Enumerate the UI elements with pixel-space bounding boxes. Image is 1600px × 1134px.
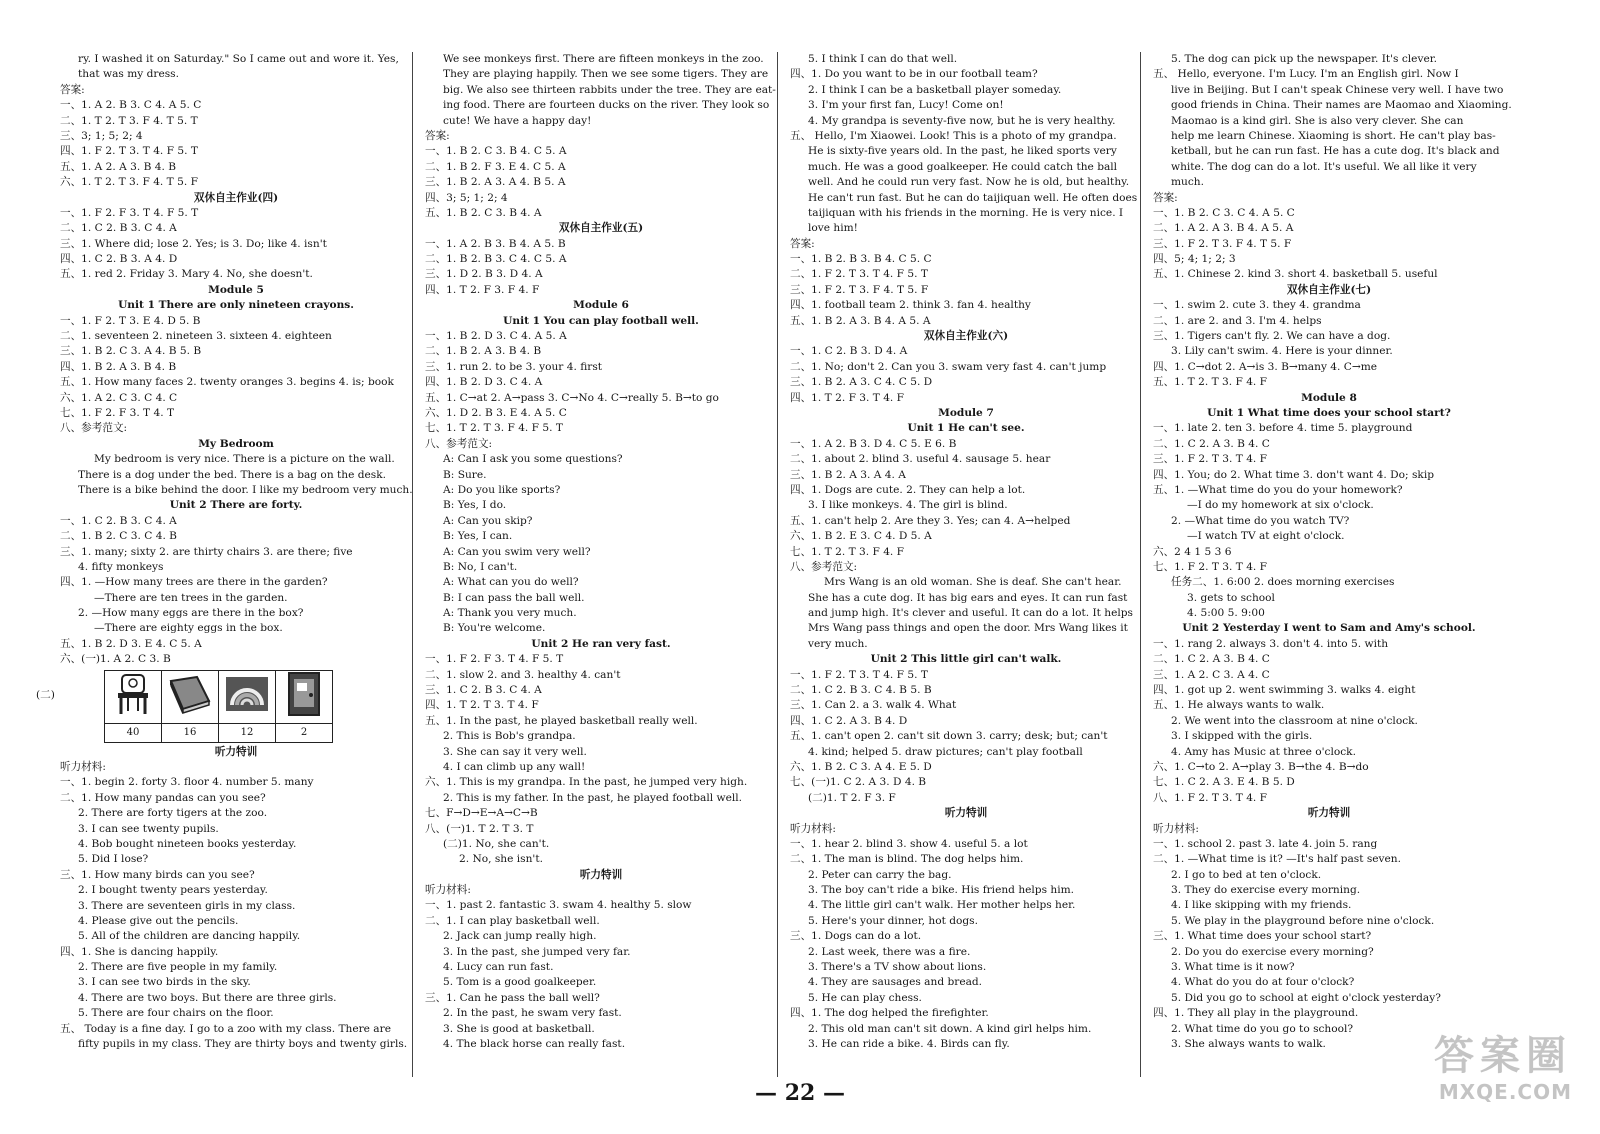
answer-line: 八、(一)1. T 2. T 3. T bbox=[425, 822, 534, 835]
table-number: 2 bbox=[276, 723, 333, 742]
answer-line: 答案: bbox=[425, 129, 450, 142]
answer-line: 八、1. F 2. T 3. T 4. F bbox=[1153, 791, 1268, 804]
answer-line: 5. He can play chess. bbox=[808, 991, 922, 1004]
section-heading: Unit 1 You can play football well. bbox=[503, 314, 699, 327]
answer-line: 三、1. D 2. B 3. D 4. A bbox=[425, 268, 543, 281]
answer-line: 4. I can climb up any wall! bbox=[443, 760, 586, 773]
answer-line: 2. We went into the classroom at nine o'clock. bbox=[1171, 714, 1418, 727]
answer-line: 一、1. F 2. F 3. T 4. F 5. T bbox=[425, 653, 564, 666]
answer-line: 3. They do exercise every morning. bbox=[1171, 884, 1361, 897]
answer-line: —I do my homework at six o'clock. bbox=[1187, 499, 1374, 512]
answer-line: 二、1. —What time is it? —It's half past seven. bbox=[1153, 853, 1401, 866]
answer-line: (二)1. No, she can't. bbox=[443, 837, 550, 850]
answer-line: 四、1. football team 2. think 3. fan 4. healthy bbox=[790, 299, 1031, 312]
column-4 bbox=[1153, 52, 1512, 1052]
answer-line: 2. What time do you go to school? bbox=[1171, 1022, 1354, 1035]
answer-line: My bedroom is very nice. There is a picture on the wall. bbox=[94, 453, 395, 466]
answer-line: 3. gets to school bbox=[1187, 591, 1275, 604]
answer-line: 五、1. Chinese 2. kind 3. short 4. basketball 5. useful bbox=[1153, 268, 1438, 281]
answer-line: 二、1. B 2. F 3. E 4. C 5. A bbox=[425, 160, 566, 173]
answer-line: 四、1. —How many trees are there in the garden? bbox=[60, 576, 328, 589]
answer-line: taijiquan with his friends in the morning. He is very nice. I bbox=[808, 206, 1124, 219]
answer-line: 六、1. D 2. B 3. E 4. A 5. C bbox=[425, 406, 567, 419]
answer-line: 二、1. seventeen 2. nineteen 3. sixteen 4. eighteen bbox=[60, 330, 332, 343]
answer-line: 七、1. F 2. T 3. T 4. F bbox=[1153, 560, 1268, 573]
section-heading: Unit 1 He can't see. bbox=[907, 422, 1025, 435]
answer-line: 六、(一)1. A 2. C 3. B bbox=[60, 653, 171, 666]
answer-line: 四、1. T 2. T 3. T 4. F bbox=[425, 699, 539, 712]
answer-line: 4. What do you do at four o'clock? bbox=[1171, 976, 1355, 989]
column-divider bbox=[412, 52, 413, 1077]
answer-line: 5. The dog can pick up the newspaper. It's clever. bbox=[1171, 53, 1437, 65]
answer-line: 4. The black horse can really fast. bbox=[443, 1038, 626, 1050]
answer-line: well. And he could run very fast. Now he is old, but healthy. bbox=[808, 176, 1130, 189]
answer-line: 5. All of the children are dancing happily. bbox=[78, 930, 301, 943]
section-heading: 双休自主作业(五) bbox=[558, 222, 644, 235]
answer-line: 一、1. A 2. B 3. C 4. A 5. C bbox=[60, 99, 202, 112]
answer-line: A: What can you do well? bbox=[443, 576, 579, 589]
answer-line: 三、1. run 2. to be 3. your 4. first bbox=[425, 360, 603, 373]
answer-line: 四、1. got up 2. went swimming 3. walks 4. eight bbox=[1153, 684, 1416, 697]
answer-line: 5. There are four chairs on the floor. bbox=[78, 1007, 274, 1020]
section-heading: 双休自主作业(四) bbox=[193, 191, 279, 204]
answer-line: 4. There are two boys. But there are three girls. bbox=[78, 991, 337, 1004]
section-heading: Module 8 bbox=[1301, 391, 1357, 404]
answer-line: 3. I'm your first fan, Lucy! Come on! bbox=[808, 99, 1004, 112]
section-heading: Unit 1 What time does your school start? bbox=[1207, 406, 1451, 419]
answer-line: 3. I like monkeys. 4. The girl is blind. bbox=[808, 499, 1008, 512]
answer-line: 四、1. C 2. B 3. A 4. D bbox=[60, 253, 178, 266]
answer-line: 五、1. A 2. A 3. B 4. B bbox=[60, 160, 177, 173]
answer-line: 三、1. Where did; lose 2. Yes; is 3. Do; like 4. isn't bbox=[60, 237, 327, 250]
answer-line: 二、1. B 2. A 3. B 4. B bbox=[425, 345, 542, 358]
door-picture bbox=[276, 670, 333, 723]
answer-line: 三、1. B 2. C 3. A 4. B 5. B bbox=[60, 345, 202, 358]
answer-line: 2. This is Bob's grandpa. bbox=[443, 730, 576, 743]
answer-line: live in Beijing. But I can't speak Chinese very well. I have two bbox=[1171, 83, 1504, 96]
answer-line: 四、5; 4; 1; 2; 3 bbox=[1153, 253, 1236, 266]
section-heading: 听力特训 bbox=[1307, 807, 1351, 820]
answer-line: 二、1. C 2. A 3. B 4. C bbox=[1153, 653, 1270, 666]
table-number: 16 bbox=[162, 723, 219, 742]
answer-line: 答案: bbox=[790, 237, 815, 250]
answer-line: 四、1. The dog helped the firefighter. bbox=[790, 1007, 989, 1020]
answer-line: —There are ten trees in the garden. bbox=[94, 591, 288, 604]
answer-line: 一、1. school 2. past 3. late 4. join 5. rang bbox=[1153, 837, 1378, 850]
answer-line: 4. Amy has Music at three o'clock. bbox=[1171, 745, 1356, 758]
answer-line: 八、参考范文: bbox=[425, 437, 493, 450]
answer-line: A: Can I ask you some questions? bbox=[443, 453, 623, 466]
answer-line: ketball, but he can run fast. He has a cute dog. It's black and bbox=[1171, 145, 1500, 158]
answer-line: 五、1. T 2. T 3. F 4. F bbox=[1153, 376, 1268, 389]
answer-line: 五、 Hello, I'm Xiaowei. Look! This is a photo of my grandpa. bbox=[790, 129, 1117, 142]
answer-line: 六、1. This is my grandpa. In the past, he jumped very high. bbox=[425, 776, 748, 789]
answer-line: (二)1. T 2. F 3. F bbox=[808, 791, 896, 804]
section-heading: 听力特训 bbox=[579, 868, 623, 881]
answer-line: 2. I think I can be a basketball player someday. bbox=[808, 83, 1062, 96]
answer-line: —I watch TV at eight o'clock. bbox=[1187, 530, 1345, 543]
answer-line: 2. I bought twenty pears yesterday. bbox=[78, 884, 268, 897]
answer-line: 答案: bbox=[60, 83, 85, 96]
answer-line: 六、1. C→to 2. A→play 3. B→the 4. B→do bbox=[1153, 760, 1369, 773]
answer-line: 一、1. B 2. C 3. C 4. A 5. C bbox=[1153, 206, 1295, 219]
answer-line: 三、1. F 2. T 3. F 4. T 5. F bbox=[1153, 237, 1292, 250]
answer-line: 五、1. B 2. C 3. B 4. A bbox=[425, 206, 542, 219]
answer-line: 一、1. A 2. B 3. D 4. C 5. E 6. B bbox=[790, 437, 957, 450]
answer-line: 4. 5:00 5. 9:00 bbox=[1187, 607, 1265, 620]
answer-line: 二、1. T 2. T 3. F 4. T 5. T bbox=[60, 114, 198, 127]
answer-line: 七、F→D→E→A→C→B bbox=[425, 807, 538, 820]
answer-line: 七、1. F 2. F 3. T 4. T bbox=[60, 406, 175, 419]
answer-line: 2. Jack can jump really high. bbox=[443, 930, 597, 943]
answer-line: 4. Please give out the pencils. bbox=[78, 914, 239, 927]
answer-line: 一、1. begin 2. forty 3. floor 4. number 5. many bbox=[60, 776, 314, 789]
chair-picture bbox=[105, 670, 162, 723]
answer-line: 四、1. T 2. F 3. F 4. F bbox=[425, 283, 540, 296]
answer-line: big. We also see thirteen rabbits under the tree. They are eat- bbox=[443, 83, 776, 96]
answer-line: 五、1. How many faces 2. twenty oranges 3. begins 4. is; book bbox=[60, 376, 394, 389]
answer-line: 3. He can ride a bike. 4. Birds can fly. bbox=[808, 1038, 1010, 1050]
answer-line: —There are eighty eggs in the box. bbox=[94, 622, 283, 635]
answer-line: 二、1. F 2. T 3. T 4. F 5. T bbox=[790, 268, 928, 281]
answer-line: 三、1. A 2. C 3. A 4. C bbox=[1153, 668, 1270, 681]
answer-line: B: I can pass the ball well. bbox=[443, 591, 585, 604]
answer-line: 一、1. C 2. B 3. D 4. A bbox=[790, 345, 908, 358]
answer-line: 4. They are sausages and bread. bbox=[808, 976, 983, 989]
answer-line: and jump high. It's clever and useful. It can do a lot. It helps bbox=[808, 607, 1133, 620]
answer-line: 二、1. No; don't 2. Can you 3. swam very fast 4. can't jump bbox=[790, 360, 1107, 373]
answer-line: 3. I can see twenty pupils. bbox=[78, 822, 219, 835]
section-heading: 双休自主作业(七) bbox=[1286, 283, 1372, 296]
column-3 bbox=[790, 52, 1142, 1052]
answer-line: 四、1. C→dot 2. A→is 3. B→many 4. C→me bbox=[1153, 360, 1378, 373]
column-divider bbox=[777, 52, 778, 1077]
answer-line: 六、2 4 1 5 3 6 bbox=[1153, 545, 1232, 558]
answer-line: 二、1. B 2. B 3. C 4. C 5. A bbox=[425, 253, 567, 266]
answer-line: 3. In the past, she jumped very far. bbox=[443, 945, 631, 958]
answer-line: 三、1. B 2. A 3. A 4. B 5. A bbox=[425, 176, 566, 189]
section-heading: Unit 2 There are forty. bbox=[169, 499, 303, 512]
answer-line: 4. The little girl can't walk. Her mother helps her. bbox=[808, 899, 1076, 912]
answer-line: 4. Bob bought nineteen books yesterday. bbox=[78, 837, 297, 850]
answer-line: 听力材料: bbox=[60, 761, 106, 774]
answer-line: 五、1. He always wants to walk. bbox=[1153, 699, 1325, 712]
answer-line: 5. Did I lose? bbox=[78, 853, 149, 866]
answer-line: 四、1. Do you want to be in our football team? bbox=[790, 68, 1038, 81]
answer-line: 四、1. You; do 2. What time 3. don't want 4. Do; skip bbox=[1153, 468, 1434, 481]
answer-line: 4. Lucy can run fast. bbox=[443, 961, 554, 974]
answer-line: We see monkeys first. There are fifteen monkeys in the zoo. bbox=[443, 53, 764, 65]
answer-line: 四、1. She is dancing happily. bbox=[60, 945, 219, 958]
answer-line: 5. We play in the playground before nine o'clock. bbox=[1171, 914, 1435, 927]
answer-line: 2. There are five people in my family. bbox=[78, 961, 278, 974]
answer-line: Mrs Wang is an old woman. She is deaf. She can't hear. bbox=[824, 576, 1122, 589]
answer-line: 4. fifty monkeys bbox=[78, 560, 164, 573]
answer-line: 一、1. swim 2. cute 3. they 4. grandma bbox=[1153, 299, 1361, 312]
answer-line: 二、1. How many pandas can you see? bbox=[60, 791, 266, 804]
answer-line: 五、 Today is a fine day. I go to a zoo with my class. There are bbox=[60, 1022, 391, 1035]
answer-line: 五、1. red 2. Friday 3. Mary 4. No, she doesn't. bbox=[60, 268, 313, 281]
answer-line: 5. Here's your dinner, hot dogs. bbox=[808, 914, 978, 927]
table-label: (二) bbox=[36, 688, 55, 701]
section-heading: My Bedroom bbox=[198, 437, 274, 450]
answer-line: 2. —How many eggs are there in the box? bbox=[78, 607, 304, 620]
answer-line: white. The dog can do a lot. It's useful. We all like it very bbox=[1171, 160, 1477, 173]
watermark-logo: 答案圈 bbox=[1434, 1033, 1572, 1079]
answer-line: ing food. There are fourteen ducks on the river. They look so bbox=[443, 99, 770, 112]
answer-line: 一、1. C 2. B 3. C 4. A bbox=[60, 514, 177, 527]
answer-line: that was my dress. bbox=[78, 68, 179, 81]
answer-line: 二、1. A 2. A 3. B 4. A 5. A bbox=[1153, 222, 1294, 235]
answer-line: B: You're welcome. bbox=[443, 622, 546, 635]
answer-line: 三、1. many; sixty 2. are thirty chairs 3. are there; five bbox=[60, 545, 353, 558]
answer-line: 5. I think I can do that well. bbox=[808, 53, 958, 65]
answer-line: 七、(一)1. C 2. A 3. D 4. B bbox=[790, 776, 927, 789]
answer-line: 2. This is my father. In the past, he played football well. bbox=[443, 791, 742, 804]
answer-line: 2. In the past, he swam very fast. bbox=[443, 1007, 622, 1020]
answer-line: 八、参考范文: bbox=[790, 560, 858, 573]
section-heading: Module 6 bbox=[573, 299, 629, 312]
answer-line: ry. I washed it on Saturday." So I came out and wore it. Yes, bbox=[78, 53, 399, 65]
answer-line: 二、1. about 2. blind 3. useful 4. sausage 5. hear bbox=[790, 453, 1051, 466]
answer-line: 四、1. They all play in the playground. bbox=[1153, 1007, 1359, 1020]
answer-line: 四、1. F 2. T 3. T 4. F 5. T bbox=[60, 145, 198, 158]
answer-line: 一、1. late 2. ten 3. before 4. time 5. playground bbox=[1153, 422, 1413, 435]
answer-line: 八、参考范文: bbox=[60, 422, 128, 435]
answer-line: He can't run fast. But he can do taijiquan well. He often does bbox=[808, 191, 1138, 204]
answer-line: 六、1. T 2. T 3. F 4. T 5. F bbox=[60, 176, 198, 189]
answer-line: 一、1. rang 2. always 3. don't 4. into 5. with bbox=[1153, 637, 1389, 650]
answer-line: 一、1. F 2. T 3. T 4. F 5. T bbox=[790, 668, 928, 681]
answer-line: A: Can you swim very well? bbox=[443, 545, 591, 558]
answer-line: 一、1. B 2. D 3. C 4. A 5. A bbox=[425, 330, 567, 343]
answer-line: 七、1. T 2. T 3. F 4. F 5. T bbox=[425, 422, 563, 435]
answer-line: 一、1. F 2. F 3. T 4. F 5. T bbox=[60, 206, 199, 219]
answer-line: 3. Lily can't swim. 4. Here is your dinner. bbox=[1171, 345, 1393, 358]
answer-line: A: Can you skip? bbox=[443, 514, 533, 527]
answer-line: love him! bbox=[808, 222, 858, 235]
answer-line: B: Yes, I do. bbox=[443, 499, 507, 512]
table-number: 40 bbox=[105, 723, 162, 742]
answer-line: 三、1. B 2. A 3. C 4. C 5. D bbox=[790, 376, 933, 389]
answer-line: 一、1. B 2. B 3. B 4. C 5. C bbox=[790, 253, 932, 266]
answer-line: There is a bike behind the door. I like my bedroom very much. bbox=[78, 483, 413, 496]
answer-line: 2. I go to bed at ten o'clock. bbox=[1171, 868, 1322, 881]
answer-line: 2. Do you do exercise every morning? bbox=[1171, 945, 1374, 958]
column-1 bbox=[36, 52, 413, 1052]
answer-line: 一、1. A 2. B 3. B 4. A 5. B bbox=[425, 237, 566, 250]
answer-line: 六、1. B 2. C 3. A 4. E 5. D bbox=[790, 760, 932, 773]
answer-line: Mrs Wang pass things and open the door. Mrs Wang likes it bbox=[808, 622, 1128, 635]
section-heading: 听力特训 bbox=[214, 745, 258, 758]
answer-line: 三、1. Tigers can't fly. 2. We can have a dog. bbox=[1153, 330, 1391, 343]
answer-line: 2. No, she isn't. bbox=[459, 853, 543, 866]
answer-line: 4. I like skipping with my friends. bbox=[1171, 899, 1352, 912]
answer-line: 七、1. T 2. T 3. F 4. F bbox=[790, 545, 905, 558]
book-picture bbox=[162, 670, 219, 723]
answer-line: He is sixty-five years old. In the past, he liked sports very bbox=[808, 145, 1117, 158]
picture-answer-table bbox=[104, 670, 333, 743]
answer-line: 五、1. can't open 2. can't sit down 3. carry; desk; but; can't bbox=[790, 730, 1108, 743]
section-heading: Unit 2 Yesterday I went to Sam and Amy's school. bbox=[1182, 622, 1476, 635]
answer-line: very much. bbox=[808, 637, 868, 650]
answer-line: 三、1. B 2. A 3. A 4. A bbox=[790, 468, 906, 481]
section-heading: Module 5 bbox=[208, 283, 264, 296]
answer-line: 二、1. are 2. and 3. I'm 4. helps bbox=[1153, 314, 1322, 327]
answer-line: A: Do you like sports? bbox=[443, 483, 561, 496]
answer-line: 听力材料: bbox=[1153, 822, 1199, 835]
answer-line: Maomao is a kind girl. She is also very clever. She can bbox=[1171, 114, 1464, 127]
answer-line: 答案: bbox=[1153, 191, 1178, 204]
section-heading: 听力特训 bbox=[944, 807, 988, 820]
rainbow-picture bbox=[219, 670, 276, 723]
answer-line: 3. What time is it now? bbox=[1171, 961, 1295, 974]
answer-line: 一、1. past 2. fantastic 3. swam 4. healthy 5. slow bbox=[425, 899, 692, 912]
answer-line: 四、3; 5; 1; 2; 4 bbox=[425, 191, 508, 204]
answer-line: 二、1. The man is blind. The dog helps him. bbox=[790, 853, 1024, 866]
answer-line: 四、1. Dogs are cute. 2. They can help a lot. bbox=[790, 483, 1026, 496]
answer-line: 五、1. C→at 2. A→pass 3. C→No 4. C→really 5. B→to go bbox=[425, 391, 719, 404]
answer-line: 三、1. Dogs can do a lot. bbox=[790, 930, 922, 943]
answer-line: 五、1. can't help 2. Are they 3. Yes; can 4. A→helped bbox=[790, 514, 1071, 527]
answer-line: 一、1. F 2. T 3. E 4. D 5. B bbox=[60, 314, 201, 327]
answer-line: 3. I can see two birds in the sky. bbox=[78, 976, 251, 989]
answer-line: 六、1. A 2. C 3. C 4. C bbox=[60, 391, 178, 404]
answer-line: 五、1. B 2. D 3. E 4. C 5. A bbox=[60, 637, 202, 650]
answer-line: 五、1. In the past, he played basketball really well. bbox=[425, 714, 698, 727]
answer-line: 3. She always wants to walk. bbox=[1171, 1038, 1326, 1050]
answer-line: 2. This old man can't sit down. A kind girl helps him. bbox=[808, 1022, 1092, 1035]
answer-line: 三、1. F 2. T 3. T 4. F bbox=[1153, 453, 1268, 466]
answer-line: B: No, I can't. bbox=[443, 560, 518, 573]
answer-line: B: Yes, I can. bbox=[443, 530, 513, 543]
answer-line: cute! We have a happy day! bbox=[443, 114, 592, 127]
answer-line: B: Sure. bbox=[443, 468, 487, 481]
answer-line: 三、1. Can 2. a 3. walk 4. What bbox=[790, 699, 957, 712]
answer-line: 一、1. hear 2. blind 3. show 4. useful 5. a lot bbox=[790, 837, 1028, 850]
answer-line: 二、1. B 2. C 3. C 4. B bbox=[60, 530, 177, 543]
answer-line: good friends in China. Their names are Maomao and Xiaoming. bbox=[1171, 99, 1512, 112]
answer-line: much. bbox=[1171, 176, 1204, 189]
answer-line: 五、1. B 2. A 3. B 4. A 5. A bbox=[790, 314, 931, 327]
answer-line: 五、1. —What time do you do your homework? bbox=[1153, 483, 1403, 496]
answer-line: 3. There's a TV show about lions. bbox=[808, 961, 987, 974]
answer-line: 五、 Hello, everyone. I'm Lucy. I'm an English girl. Now I bbox=[1153, 68, 1459, 81]
answer-line: 三、3; 1; 5; 2; 4 bbox=[60, 129, 143, 142]
answer-line: 三、1. F 2. T 3. F 4. T 5. F bbox=[790, 283, 929, 296]
section-heading: Unit 2 This little girl can't walk. bbox=[870, 653, 1062, 666]
answer-line: 任务二、1. 6:00 2. does morning exercises bbox=[1171, 576, 1395, 589]
table-number: 12 bbox=[219, 723, 276, 742]
answer-line: 三、1. How many birds can you see? bbox=[60, 868, 255, 881]
answer-line: 3. There are seventeen girls in my class. bbox=[78, 899, 296, 912]
answer-line: 二、1. slow 2. and 3. healthy 4. can't bbox=[425, 668, 621, 681]
answer-line: 二、1. C 2. B 3. C 4. B 5. B bbox=[790, 684, 932, 697]
answer-line: fifty pupils in my class. They are thirty boys and twenty girls. bbox=[78, 1038, 408, 1051]
answer-line: 2. There are forty tigers at the zoo. bbox=[78, 807, 268, 820]
answer-line: 四、1. T 2. F 3. T 4. F bbox=[790, 391, 905, 404]
answer-line: 3. I skipped with the girls. bbox=[1171, 730, 1313, 743]
answer-line: 5. Tom is a good goalkeeper. bbox=[443, 976, 597, 989]
answer-line: 三、1. Can he pass the ball well? bbox=[425, 991, 600, 1004]
answer-line: 4. My grandpa is seventy-five now, but he is very healthy. bbox=[808, 114, 1116, 127]
answer-line: help me learn Chinese. Xiaoming is short. He can't play bas- bbox=[1171, 129, 1496, 142]
answer-line: 2. Peter can carry the bag. bbox=[808, 868, 952, 881]
section-heading: Unit 2 He ran very fast. bbox=[531, 637, 671, 650]
section-heading: Unit 1 There are only nineteen crayons. bbox=[118, 299, 354, 312]
answer-line: 3. She can say it very well. bbox=[443, 745, 587, 758]
answer-line: 四、1. B 2. D 3. C 4. A bbox=[425, 376, 543, 389]
answer-line: 3. The boy can't ride a bike. His friend helps him. bbox=[808, 884, 1075, 897]
answer-line: A: Thank you very much. bbox=[443, 607, 577, 620]
watermark bbox=[1352, 1032, 1572, 1112]
column-2 bbox=[425, 52, 777, 1052]
page-number: — 22 — bbox=[755, 1080, 845, 1106]
answer-line: 三、1. What time does your school start? bbox=[1153, 930, 1372, 943]
answer-line: 三、1. C 2. B 3. C 4. A bbox=[425, 684, 542, 697]
section-heading: Module 7 bbox=[938, 406, 994, 419]
answer-line: 二、1. C 2. B 3. C 4. A bbox=[60, 222, 177, 235]
answer-line: She has a cute dog. It has big ears and eyes. It can run fast bbox=[808, 591, 1128, 604]
answer-line: 四、1. B 2. A 3. B 4. B bbox=[60, 360, 177, 373]
answer-line: 2. —What time do you watch TV? bbox=[1171, 514, 1350, 527]
watermark-url: MXQE.COM bbox=[1438, 1080, 1572, 1104]
answer-line: 一、1. B 2. C 3. B 4. C 5. A bbox=[425, 145, 567, 158]
answer-line: 六、1. B 2. E 3. C 4. D 5. A bbox=[790, 530, 932, 543]
answer-line: 听力材料: bbox=[425, 884, 471, 897]
answer-line: 3. She is good at basketball. bbox=[443, 1022, 595, 1035]
answer-line: 2. Last week, there was a fire. bbox=[808, 945, 971, 958]
answer-line: much. He was a good goalkeeper. He could catch the ball bbox=[808, 160, 1118, 173]
answer-line: There is a dog under the bed. There is a bag on the desk. bbox=[78, 468, 386, 481]
answer-line: 5. Did you go to school at eight o'clock yesterday? bbox=[1171, 991, 1441, 1004]
picture-answer-table-block bbox=[36, 670, 412, 743]
answer-line: 二、1. I can play basketball well. bbox=[425, 914, 600, 927]
answer-line: 四、1. C 2. A 3. B 4. D bbox=[790, 714, 908, 727]
answer-line: 4. kind; helped 5. draw pictures; can't play football bbox=[808, 745, 1083, 758]
answer-line: 二、1. C 2. A 3. B 4. C bbox=[1153, 437, 1270, 450]
answer-line: 七、1. C 2. A 3. E 4. B 5. D bbox=[1153, 776, 1295, 789]
answer-line: They are playing happily. Then we see some tigers. They are bbox=[443, 68, 769, 81]
answer-line: 听力材料: bbox=[790, 822, 836, 835]
section-heading: 双休自主作业(六) bbox=[923, 330, 1009, 343]
